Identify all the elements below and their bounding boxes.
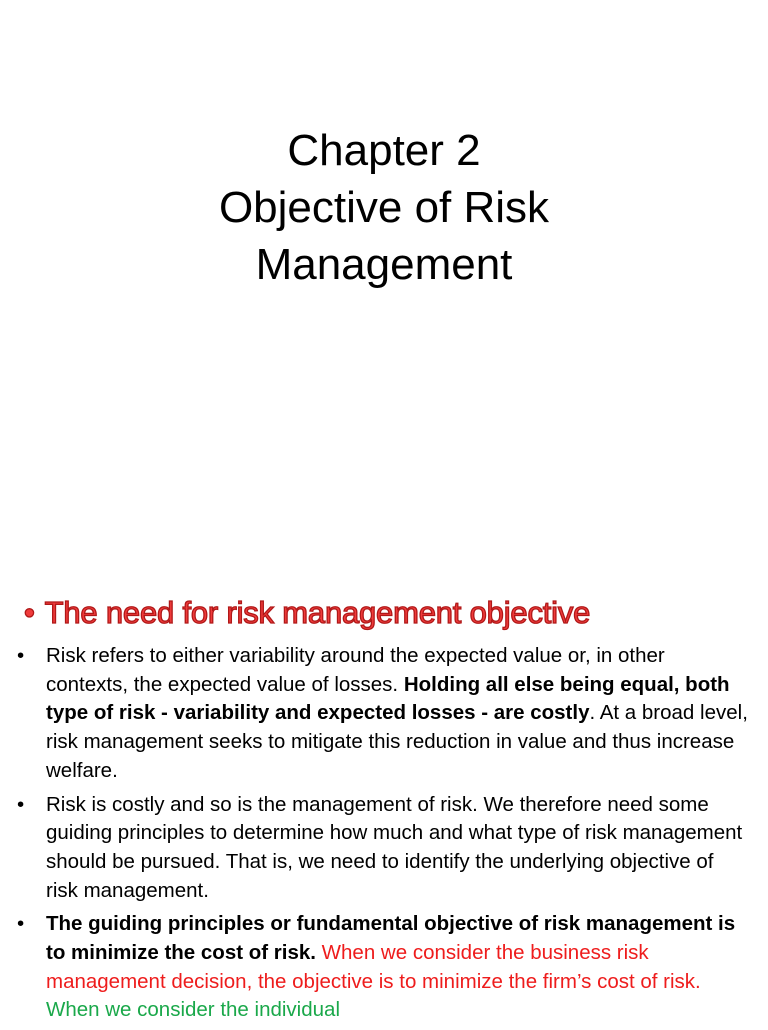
bullet-dot-icon: • [17,912,25,936]
title-line-objective: Objective of Risk [218,183,550,232]
slide-heading [24,594,590,632]
bullet-red-text: When we consider the business risk management decision, the objective is to minimize the firm’s cost of risk. [46,941,701,993]
bullet-text: . At a broad level, risk management seeks to mitigate this reduction in value and thus increase welfare. [46,701,748,782]
bullet-item-risk-definition [0,642,768,786]
bullet-item-risk-costly [0,791,768,906]
title-line-management: Management [255,240,513,289]
bullet-text: Risk refers to either variability around the expected value or, in other contexts, the expected value of losses. [46,644,665,696]
bullet-bold-text: The guiding principles or fundamental objective of risk management is to minimize the cost of risk. [46,912,736,965]
content-slide [0,576,768,1024]
bullet-item-guiding-principles [0,910,768,1025]
bullet-dot-icon: • [17,792,25,816]
bullet-green-text: When we consider the individual [46,998,340,1022]
title-line-chapter: Chapter 2 [287,126,481,175]
bullet-bold-text: Holding all else being equal, both type of risk - variability and expected losses - are costly [46,672,730,725]
bullet-dot-icon: • [17,644,25,667]
heading-bullet-icon: • [24,595,35,630]
bullet-text: Risk is costly and so is the management of risk. We therefore need some guiding principles to determine how much and what type of risk management should be pursued. That is, we need to identify the underlying objective of risk management. [46,792,743,902]
slide-heading-text: The need for risk management objective [44,595,591,630]
bullet-list [0,642,768,1030]
slide-title [0,122,768,293]
